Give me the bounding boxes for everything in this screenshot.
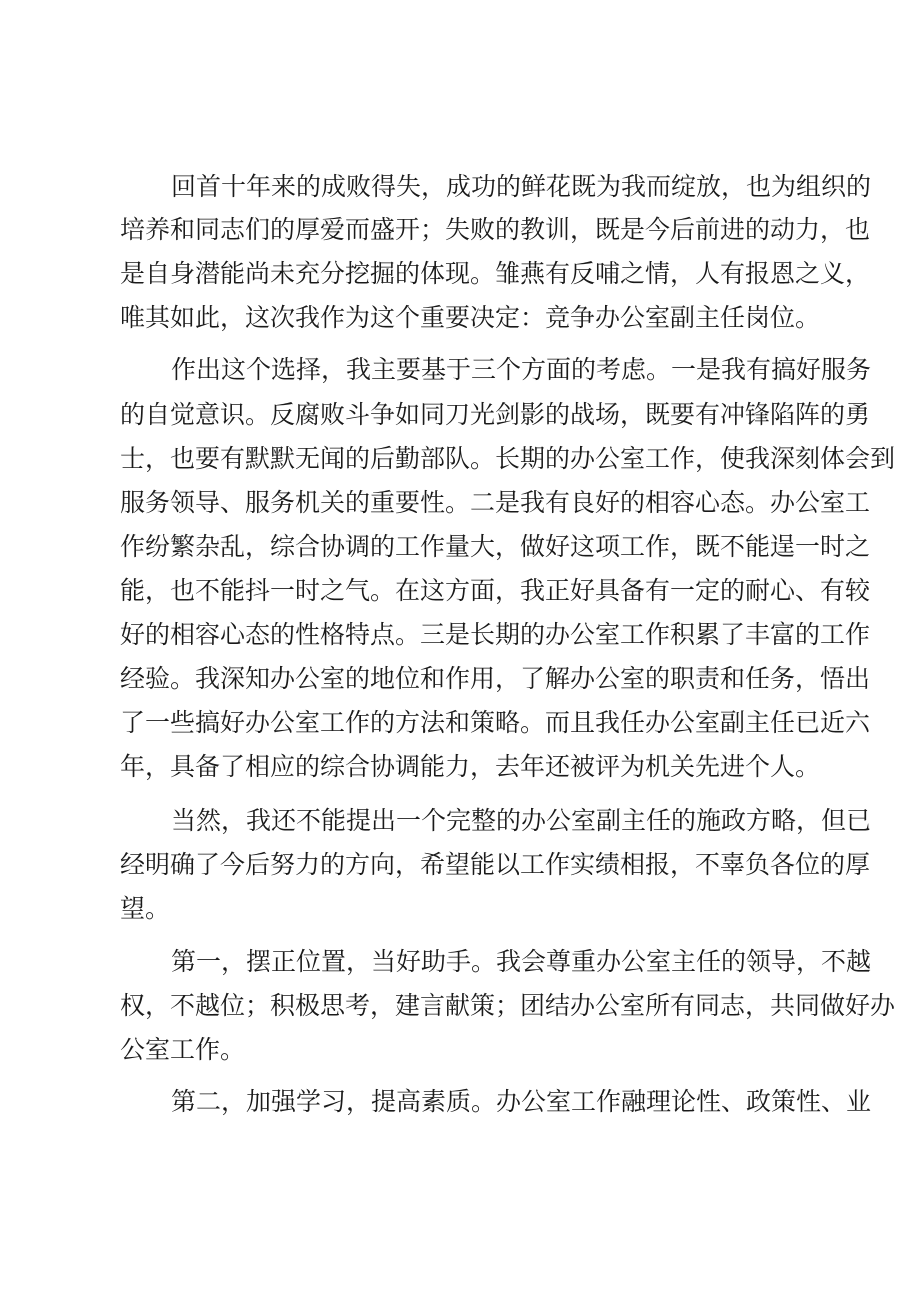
paragraph-1-line-4: 唯其如此，这次我作为这个重要决定：竞争办公室副主任岗位。: [120, 303, 821, 332]
paragraph-5-line-1: 第二，加强学习，提高素质。办公室工作融理论性、政策性、业: [171, 1087, 872, 1116]
paragraph-2-line-5: 作纷繁杂乱，综合协调的工作量大，做好这项工作，既不能逞一时之: [120, 532, 871, 561]
paragraph-1-line-2: 培养和同志们的厚爱而盛开；失败的教训，既是今后前进的动力，也: [120, 215, 871, 244]
paragraph-2-line-7: 好的相容心态的性格特点。三是长期的办公室工作积累了丰富的工作: [120, 620, 871, 649]
paragraph-2-line-4: 服务领导、服务机关的重要性。二是我有良好的相容心态。办公室工: [120, 488, 871, 517]
paragraph-3-line-3: 望。: [120, 894, 171, 923]
paragraph-1-line-3: 是自身潜能尚未充分挖掘的体现。雏燕有反哺之情，人有报恩之义，: [120, 259, 871, 288]
paragraph-2-line-10: 年，具备了相应的综合协调能力，去年还被评为机关先进个人。: [120, 752, 821, 781]
paragraph-2-line-2: 的自觉意识。反腐败斗争如同刀光剑影的战场，既要有冲锋陷阵的勇: [120, 400, 871, 429]
paragraph-2-line-8: 经验。我深知办公室的地位和作用，了解办公室的职责和任务，悟出: [120, 664, 871, 693]
paragraph-1-line-1: 回首十年来的成败得失，成功的鲜花既为我而绽放，也为组织的: [171, 172, 872, 201]
paragraph-3-line-1: 当然，我还不能提出一个完整的办公室副主任的施政方略，但已: [171, 806, 872, 835]
paragraph-2-line-6: 能，也不能抖一时之气。在这方面，我正好具备有一定的耐心、有较: [120, 576, 871, 605]
paragraph-4-line-1: 第一，摆正位置，当好助手。我会尊重办公室主任的领导，不越: [171, 947, 872, 976]
paragraph-4-line-3: 公室工作。: [120, 1035, 246, 1064]
paragraph-2-line-1: 作出这个选择，我主要基于三个方面的考虑。一是我有搞好服务: [171, 355, 872, 384]
paragraph-4-line-2: 权，不越位；积极思考，建言献策；团结办公室所有同志，共同做好办: [120, 991, 896, 1020]
paragraph-2-line-3: 士，也要有默默无闻的后勤部队。长期的办公室工作，使我深刻体会到: [120, 444, 896, 473]
paragraph-2-line-9: 了一些搞好办公室工作的方法和策略。而且我任办公室副主任已近六: [120, 708, 871, 737]
paragraph-3-line-2: 经明确了今后努力的方向，希望能以工作实绩相报，不辜负各位的厚: [120, 850, 871, 879]
